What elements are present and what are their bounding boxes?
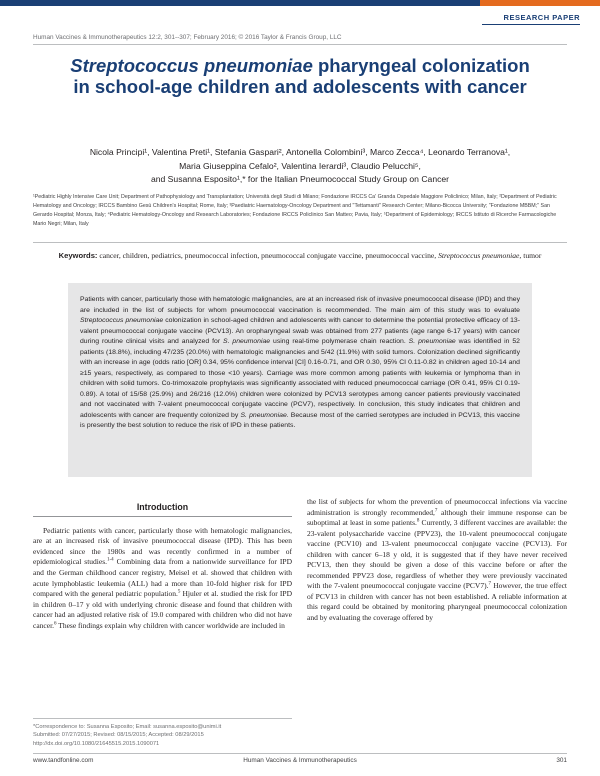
abstract-part: . Because most of the carried serotypes are included in PCV13, this vaccine is presently the best solution to reduce the risk of IPD in these patients. [80, 411, 520, 429]
introduction-right-text [307, 497, 567, 624]
keywords-label: Keywords: [58, 251, 98, 260]
top-bar-blue [0, 0, 480, 6]
citation: 5 [177, 589, 181, 595]
abstract-italic: S. pneumoniae [408, 338, 456, 345]
keywords-list: cancer, children, pediatrics, pneumococcal infection, pneumococcal conjugate vaccine, pneumococcal vaccine, [97, 251, 439, 260]
title-species: Streptococcus pneumoniae [70, 55, 313, 76]
intro-text: Combining data from a nationwide surveillance for IPD and the German childhood cancer registry, Meisel et al. showed that children with acute lymphoblastic leukemia (ALL) had a more than 10-fold higher risk for IPD compared with the general pediatric population. [33, 557, 292, 599]
label-underline [482, 24, 580, 25]
affiliation-divider [33, 242, 567, 243]
author-line-2: Maria Giuseppina Cefalo², Valentina Ierardi³, Claudio Pelucchi⁵, [179, 160, 421, 171]
introduction-heading: Introduction [136, 502, 189, 512]
keywords-species: Streptococcus pneumoniae [438, 251, 520, 260]
footer-divider [33, 753, 567, 754]
correspondence-email: *Correspondence to: Susanna Esposito; Email: susanna.esposito@unimi.it [33, 724, 222, 730]
header-divider [33, 44, 567, 45]
author-list [40, 146, 560, 187]
abstract-part: using real-time polymerase chain reaction. [270, 338, 409, 345]
intro-text: Currently, 3 different vaccines are available: the 23-valent polysaccharide vaccine (PPV23), the 10-valent pneumococcal conjugate vaccine (PCV10) and 13-valent pneumococcal conjugate vaccine (PCV13). For children with cancer 6–18 y old, it is suggested that if they have never received PCV13, then they should be given a dose of this vaccine before or after the recommended PPV23 dose, regardless of whether they were previously vaccinated with the 7-valent pneumococcal conjugate vaccine (PCV7). [307, 518, 567, 591]
top-bar-orange [480, 0, 600, 6]
footer-journal-name: Human Vaccines & Immunotherapeutics [243, 757, 357, 764]
page-number: 301 [556, 757, 567, 764]
abstract-italic: S. pneumoniae [223, 338, 271, 345]
article-type-label: RESEARCH PAPER [503, 13, 580, 22]
title-rest: pharyngeal colonization in school-age children and adolescents with cancer [73, 55, 530, 97]
intro-text: Pediatric patients with cancer, particularly those with hematologic malignancies, are at an increased risk of invasive pneumococcal disease (IPD). This has been evidenced since the 1980s and was recently confirmed in a number of epidemiological studies. [33, 525, 292, 567]
citation: 1-4 [107, 557, 114, 563]
abstract-part: colonization in school-aged children and adolescents with cancer to determine the potential protective efficacy of 13-valent pneumococcal conjugate vaccine (PCV13). An oropharyngeal swab was obtained from 277 patients (age range 6-17 years) with cancer during routine clinical visits and analyzed for [80, 317, 520, 345]
citation: 7 [488, 581, 491, 587]
right-column [307, 497, 567, 624]
citation: 8 [416, 518, 420, 524]
abstract-part: Patients with cancer, particularly those with hematologic malignancies, are at an increased risk of invasive pneumococcal disease (IPD) and they are included in the list of subjects for whom pneumococcal vaccination is recommended. The main aim of this study was to evaluate [80, 296, 520, 314]
left-column [33, 497, 292, 631]
author-line-1: Nicola Principi¹, Valentina Preti¹, Stefania Gaspari², Antonella Colombini³, Marco Zecca⁴, Leonardo Terranova¹, [89, 147, 511, 157]
top-color-bar [0, 0, 600, 10]
submission-dates: Submitted: 07/27/2015; Revised: 08/15/2015; Accepted: 08/29/2015 [33, 732, 204, 739]
intro-text: However, the true effect of PCV13 in children with cancer has not been established. A reliable information at this regard could be obtained by monitoring pharyngeal pneumococcal colonization and by evaluating the coverage offered by [307, 581, 567, 623]
doi-link[interactable]: http://dx.doi.org/10.1080/21645515.2015.1090071 [33, 740, 160, 747]
abstract-italic: Streptococcus pneumoniae [80, 317, 164, 324]
citation: 7 [434, 508, 438, 514]
keywords-tail: , tumor [519, 251, 542, 260]
footer-website-link[interactable]: www.tandfonline.com [33, 757, 94, 764]
abstract-text [80, 295, 520, 432]
abstract-part: was identified in 52 patients (18.8%), including 47/235 (20.0%) with hematologic malignancies and 5/42 (11.9%) with solid tumors. Colonization declined significantly with an increase in age (odds ratio [OR] 0.34, 95% confidence interval [CI] 0.16-0.71, and OR 0.30, 95% CI 0.11-0.82 in children aged 10-14 and ≥15 years, respectively, as compared to those <10 years). Carriage was more common among patients with leukemia or lymphoma than in children with solid tumors. Co-trimoxazole prophylaxis was significantly associated with reduced pneumococcal carriage (OR 0.41, 95% CI 0.19-0.89). A total of 15/58 (25.9%) and 26/216 (12.0%) children were colonized by PCV13 serotypes among cancer patients previously vaccinated and not vaccinated with 7-valent pneumococcal conjugate vaccine (PCV7), respectively. In conclusion, this study indicates that children and adolescents with cancer are frequently colonized by [80, 338, 520, 419]
introduction-left-text [33, 526, 292, 631]
introduction-rule [33, 516, 292, 517]
keywords [40, 250, 560, 261]
citation: 6 [54, 621, 57, 627]
journal-citation-line: Human Vaccines & Immunotherapeutics 12:2, 301--307; February 2016; © 2016 Taylor & Francis Group, LLC [33, 34, 342, 41]
intro-text: the list of subjects for whom the prevention of pneumococcal infections via vaccine administration is strongly recommended, [307, 497, 567, 517]
article-title [60, 55, 540, 97]
affiliations: ¹Pediatric Highly Intensive Care Unit; Department of Pathophysiology and Transplantation; Università degli Studi di Milano; Fondazione IRCCS Ca' Granda Ospedale Maggiore Policlinico; Milan, Italy; ²Department of Pediatric Hematology and Oncology; IRCCS Bambino Gesù Children's Hospital; Rome, Italy; ³Paediatric Haematology-Oncology Department and "Tettamanti" Research Center; Milano-Bicocca University; "Fondazione MBBM;" San Gerardo Hospital; Monza, Italy; ⁴Pediatric Hematology-Oncology and Research Laboratories; Fondazione IRCCS Policlinico San Matteo; Pavia, Italy; ⁵Department of Epidemiology; IRCCS Istituto di Ricerche Farmacologiche Mario Negri; Milan, Italy [33, 194, 557, 227]
correspondence-note [33, 718, 292, 748]
author-line-3: and Susanna Esposito¹,* for the Italian Pneumococcal Study Group on Cancer [150, 174, 450, 184]
abstract-italic: S. pneumoniae [240, 411, 287, 419]
intro-text: These findings explain why children with cancer worldwide are included in [56, 620, 285, 630]
intro-text: Hjuler et al. studied the risk for IPD in children 0–17 y old with underlying chronic disease and found that children with cancer had an adjusted relative risk of 19.0 compared with children who did not have cancer. [33, 589, 292, 630]
intro-text: although their immune response can be suboptimal at least in some patients. [307, 507, 567, 528]
